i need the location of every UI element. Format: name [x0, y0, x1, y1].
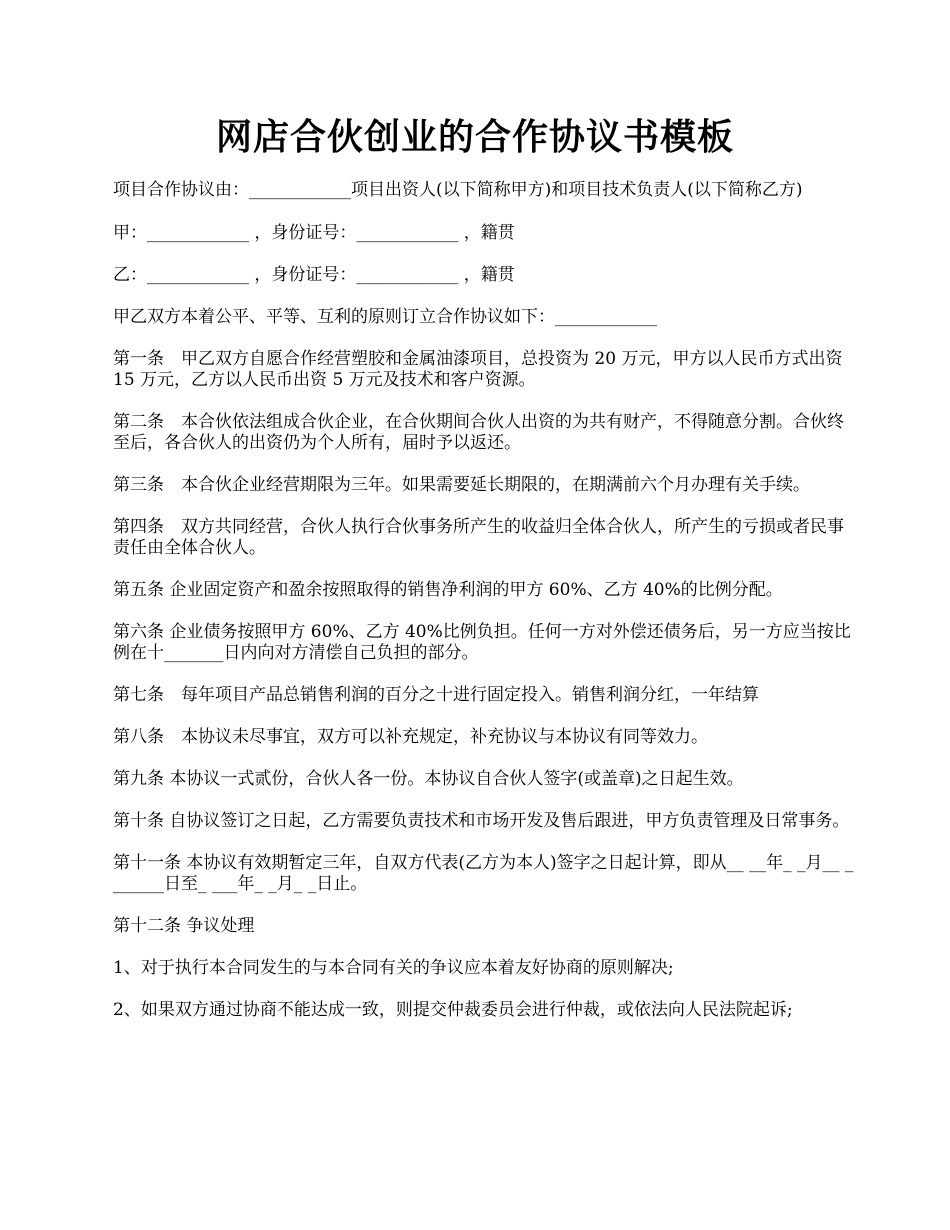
article-5: 第五条 企业固定资产和盈余按照取得的销售净利润的甲方 60%、乙方 40%的比例分配。: [113, 580, 783, 600]
article-10: 第十条 自协议签订之日起，乙方需要负责技术和市场开发及售后跟进，甲方负责管理及日常事务。: [113, 811, 850, 831]
party-a-line: 甲：____________ ，身份证号：____________ ，籍贯: [113, 223, 515, 243]
article-2: 第二条 本合伙依法组成合伙企业，在合伙期间合伙人出资的为共有财产，不得随意分割。合伙终至后，各合伙人的出资仍为个人所有，届时予以返还。: [113, 412, 844, 453]
article-1: 第一条 甲乙双方自愿合作经营塑胶和金属油漆项目，总投资为 20 万元，甲方以人民币方式出资 15 万元，乙方以人民币出资 5 万元及技术和客户资源。: [113, 349, 848, 390]
intro-paragraph: 项目合作协议由：____________项目出资人(以下简称甲方)和项目技术负责人(以下简称乙方): [113, 180, 803, 200]
article-9: 第九条 本协议一式贰份，合伙人各一份。本协议自合伙人签字(或盖章)之日起生效。: [113, 769, 744, 789]
dispute-clause-1: 1、对于执行本合同发生的与本合同有关的争议应本着友好协商的原则解决;: [113, 958, 674, 978]
document-body: [113, 180, 858, 1021]
document-title: 网店合伙创业的合作协议书模板: [215, 116, 734, 158]
agreement-preamble: 甲乙双方本着公平、平等、互利的原则订立合作协议如下：____________: [113, 307, 657, 327]
article-8: 第八条 本协议未尽事宜，双方可以补充规定，补充协议与本协议有同等效力。: [113, 727, 708, 747]
article-7: 第七条 每年项目产品总销售利润的百分之十进行固定投入。销售利润分红，一年结算: [113, 685, 759, 705]
article-11: 第十一条 本协议有效期暂定三年，自双方代表(乙方为本人)签字之日起计算，即从__ __年_ _月__ _______日至_ ___年_ _月_ _日止。: [113, 853, 854, 894]
dispute-clause-2: 2、如果双方通过协商不能达成一致，则提交仲裁委员会进行仲裁，或依法向人民法院起诉;: [113, 1000, 793, 1020]
article-6: 第六条 企业债务按照甲方 60%、乙方 40%比例负担。任何一方对外偿还债务后，另一方应当按比例在十_______日内向对方清偿自己负担的部分。: [113, 622, 851, 663]
article-4: 第四条 双方共同经营，合伙人执行合伙事务所产生的收益归全体合伙人，所产生的亏损或者民事责任由全体合伙人。: [113, 517, 844, 558]
article-12: 第十二条 争议处理: [113, 916, 255, 936]
party-b-line: 乙：____________ ，身份证号：____________ ，籍贯: [113, 265, 515, 285]
article-3: 第三条 本合伙企业经营期限为三年。如果需要延长期限的，在期满前六个月办理有关手续。: [113, 475, 810, 495]
